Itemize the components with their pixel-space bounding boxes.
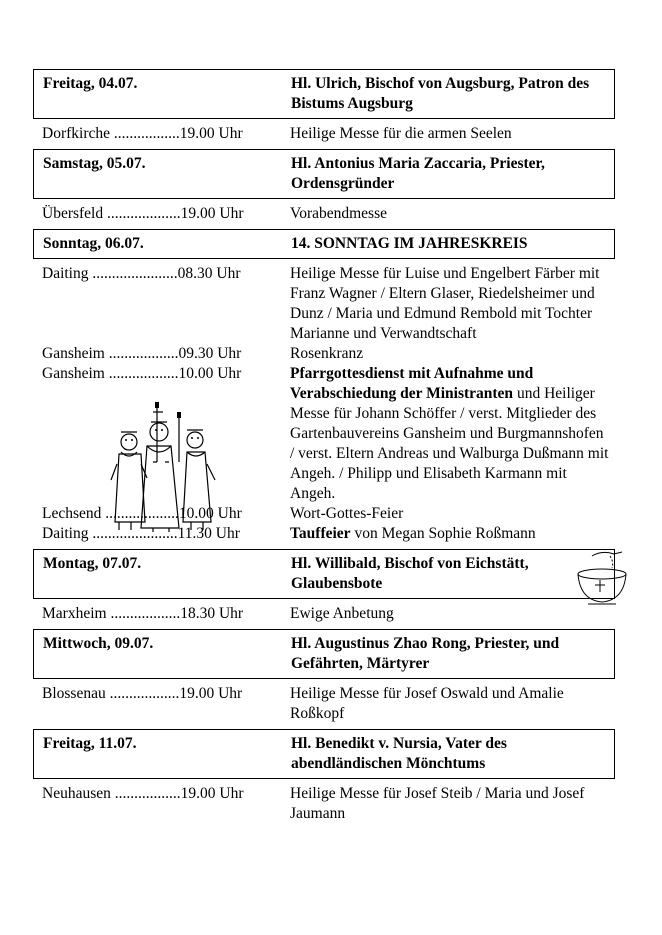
service-description [290,684,615,724]
leader-dots: ................... [107,205,181,222]
day-header [33,149,615,199]
location-name: Blossenau [42,685,106,702]
description-text: Heilige Messe für Josef Steib / Maria und Josef Jaumann [290,785,585,822]
description-text: Wort-Gottes-Feier [290,505,404,522]
description-text: Heilige Messe für Luise und Engelbert Färber mit Franz Wagner / Eltern Glaser, Riedelsheimer und Dunz / Maria und Edmund Rembold mit Tochter Marianne und Verwandtschaft [290,265,600,342]
day-header [33,729,615,779]
location-name: Daiting [42,265,89,282]
service-entry [33,344,615,364]
feast-title: Hl. Willibald, Bischof von Eichstätt, Glaubensbote [291,555,529,592]
service-description [290,204,615,224]
location-time [33,124,290,144]
leader-dots: .................. [108,345,179,362]
feast-title: Hl. Benedikt v. Nursia, Vater des abendländischen Mönchtums [291,735,507,772]
description-text: von Megan Sophie Roßmann [350,525,536,542]
description-text: Heilige Messe für die armen Seelen [290,125,512,142]
location-name: Daiting [42,525,89,542]
service-time: 08.30 Uhr [177,265,241,282]
day-date: Mittwoch, 09.07. [43,635,154,652]
day-date: Samstag, 05.07. [43,155,146,172]
service-description [290,124,615,144]
leader-dots: .................. [108,365,179,382]
feast-title: Hl. Antonius Maria Zaccaria, Priester, Ordensgründer [291,155,545,192]
leader-dots: ................. [113,125,180,142]
description-text: und Heiliger Messe für Johann Schöffer / verst. Mitglieder des Gartenbauvereins Gansheim und Burgmannshofen / verst. Eltern Andreas und Walburga Dußmann mit Angeh. / Philipp und Elisabeth Karmann mit Angeh. [290,385,609,502]
description-text: Ewige Anbetung [290,605,394,622]
day-date: Freitag, 11.07. [43,735,137,752]
day-header [33,549,615,599]
service-time: 10.00 Uhr [178,365,242,382]
service-entry [33,264,615,344]
service-description [290,604,615,624]
location-name: Gansheim [42,345,105,362]
feast-title: Hl. Ulrich, Bischof von Augsburg, Patron des Bistums Augsburg [291,75,590,112]
day-date: Montag, 07.07. [43,555,142,572]
service-description [290,524,615,544]
leader-dots: .................. [109,685,180,702]
service-time: 19.00 Uhr [180,785,244,802]
location-time [33,684,290,724]
service-list [33,199,615,229]
location-time [33,604,290,624]
feast-title: Hl. Augustinus Zhao Rong, Priester, und Gefährten, Märtyrer [291,635,560,672]
location-time [33,264,290,344]
location-time [33,784,290,824]
location-name: Gansheim [42,365,105,382]
service-list [33,119,615,149]
service-time: 10.00 Uhr [178,505,242,522]
location-name: Lechsend [42,505,102,522]
service-time: 11.30 Uhr [177,525,240,542]
description-text: Heilige Messe für Josef Oswald und Amalie Roßkopf [290,685,564,722]
leader-dots: ...................... [92,525,178,542]
description-text: Vorabendmesse [290,205,387,222]
day-header [33,69,615,119]
service-description [290,344,615,364]
day-header [33,629,615,679]
feast-title: 14. SONNTAG IM JAHRESKREIS [291,235,528,252]
location-name: Marxheim [42,605,107,622]
location-time [33,344,290,364]
leader-dots: ................. [114,785,181,802]
day-header [33,229,615,259]
description-text: Rosenkranz [290,345,364,362]
service-entry [33,604,615,624]
altar-servers-icon [107,402,227,534]
service-list [33,779,615,829]
highlighted-title: Tauffeier [290,525,351,542]
day-date: Sonntag, 06.07. [43,235,144,252]
leader-dots: ................... [105,505,179,522]
baptismal-font-icon [574,548,630,610]
service-time: 19.00 Uhr [179,125,243,142]
day-date: Freitag, 04.07. [43,75,138,92]
service-time: 09.30 Uhr [178,345,242,362]
location-name: Übersfeld [42,205,104,222]
service-description [290,264,615,344]
service-time: 18.30 Uhr [180,605,244,622]
service-list [33,679,615,729]
service-description [290,504,615,524]
service-description [290,364,615,504]
service-time: 19.00 Uhr [180,205,244,222]
leader-dots: ...................... [92,265,178,282]
service-entry [33,784,615,824]
location-time [33,204,290,224]
service-entry [33,124,615,144]
location-name: Dorfkirche [42,125,110,142]
service-entry [33,684,615,724]
service-time: 19.00 Uhr [179,685,243,702]
service-description [290,784,615,824]
highlighted-title: Pfarrgottesdienst mit Aufnahme und Verabschiedung der Ministranten [290,365,534,402]
service-entry [33,204,615,224]
leader-dots: .................. [110,605,181,622]
service-list [33,599,615,629]
location-name: Neuhausen [42,785,111,802]
